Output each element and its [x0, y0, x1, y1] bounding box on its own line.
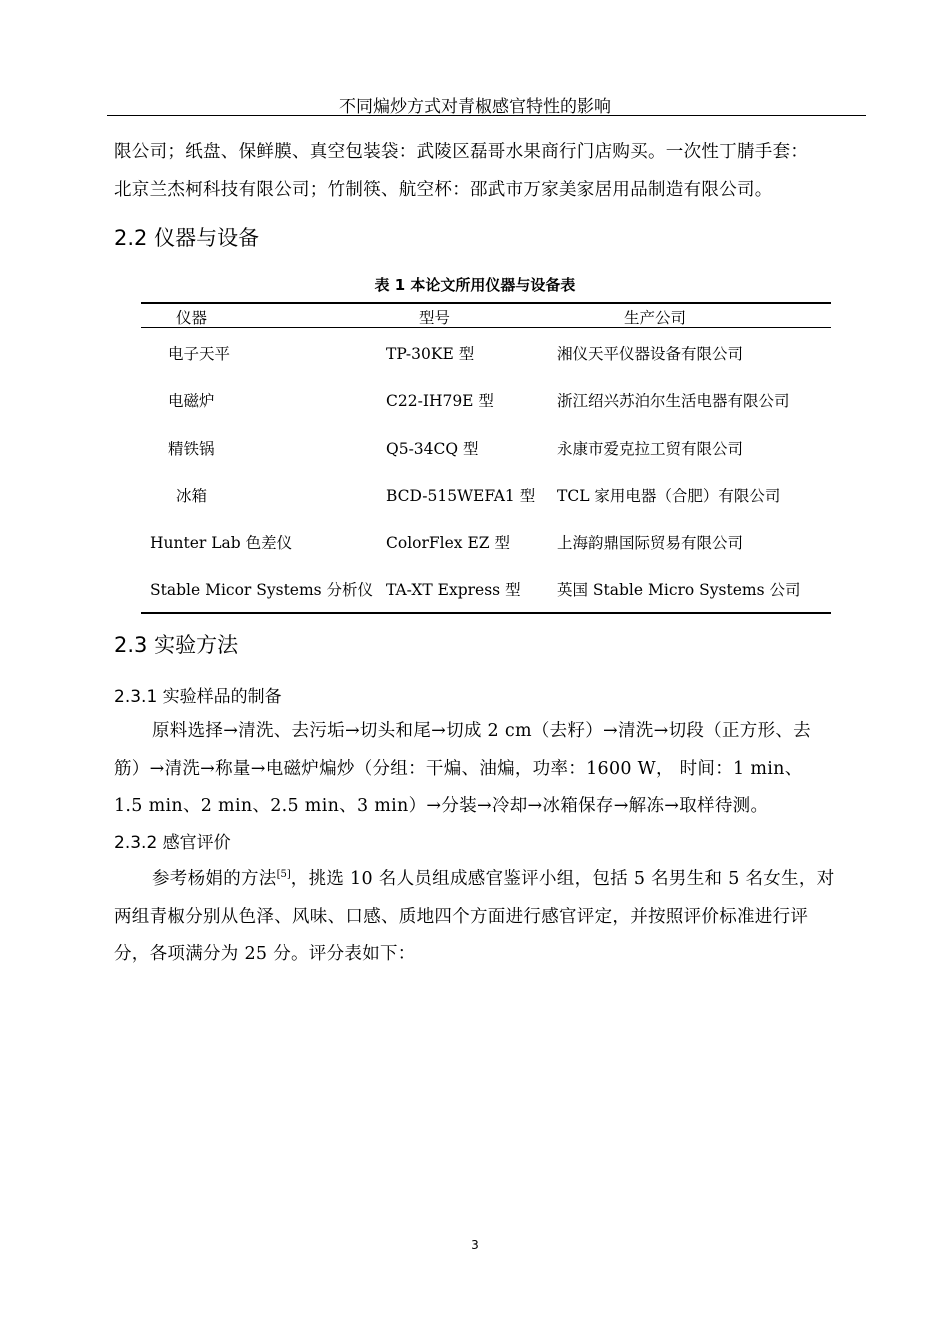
table-cell-instrument: 电子天平: [168, 345, 231, 363]
table-cell-model: TA-XT Express 型: [386, 581, 521, 599]
table-caption: 表 1 本论文所用仪器与设备表: [374, 276, 576, 294]
table-cell-company: 上海韵鼎国际贸易有限公司: [557, 534, 744, 552]
table-cell-instrument: Stable Micor Systems 分析仪: [150, 581, 374, 599]
sensory-line-1-text: 参考杨娟的方法: [152, 869, 277, 889]
table-cell-company: 英国 Stable Micro Systems 公司: [557, 581, 801, 599]
table-cell-company: 永康市爱克拉工贸有限公司: [557, 440, 744, 458]
table-header-instrument: 仪器: [176, 309, 208, 327]
section-2-2-heading: 2.2 仪器与设备: [114, 226, 260, 250]
table-cell-instrument: 冰箱: [176, 487, 208, 505]
table-cell-instrument: 精铁锅: [168, 440, 215, 458]
intro-line-1: 限公司；纸盘、保鲜膜、真空包装袋：武陵区磊哥水果商行门店购买。一次性丁腈手套：: [114, 142, 809, 162]
sensory-line-2: 两组青椒分别从色泽、风味、口感、质地四个方面进行感官评定，并按照评价标准进行评: [114, 907, 809, 927]
section-2-3-2-heading: 2.3.2 感官评价: [114, 833, 231, 853]
table-header-rule: [141, 327, 831, 328]
sensory-line-1-rest: ，挑选 10 名人员组成感官鉴评小组，包括 5 名男生和 5 名女生，对: [290, 869, 835, 889]
table-cell-instrument: 电磁炉: [168, 392, 215, 410]
table-header-company: 生产公司: [624, 309, 687, 327]
sensory-line-1: [152, 865, 835, 890]
page-number: 3: [471, 1238, 479, 1252]
table-cell-model: C22-IH79E 型: [386, 392, 494, 410]
table-cell-company: 湘仪天平仪器设备有限公司: [557, 345, 744, 363]
table-header-model: 型号: [419, 309, 451, 327]
sample-prep-line-3: 1.5 min、2 min、2.5 min、3 min）→分装→冷却→冰箱保存→解冻→取样待测。: [114, 796, 769, 816]
table-cell-instrument: Hunter Lab 色差仪: [150, 534, 293, 552]
table-cell-company: 浙江绍兴苏泊尔生活电器有限公司: [557, 392, 790, 410]
sample-prep-line-1: 原料选择→清洗、去污垢→切头和尾→切成 2 cm（去籽）→清洗→切段（正方形、去: [152, 721, 811, 741]
table-cell-company: TCL 家用电器（合肥）有限公司: [557, 487, 781, 505]
table-cell-model: BCD-515WEFA1 型: [386, 487, 536, 505]
section-2-3-heading: 2.3 实验方法: [114, 633, 239, 657]
sample-prep-line-2: 筋）→清洗→称量→电磁炉煸炒（分组：干煸、油煸，功率：1600 W， 时间：1 min、: [114, 759, 803, 779]
citation-5: [5]: [276, 869, 291, 881]
table-cell-model: TP-30KE 型: [386, 345, 475, 363]
section-2-3-1-heading: 2.3.1 实验样品的制备: [114, 687, 282, 707]
table-cell-model: Q5-34CQ 型: [386, 440, 479, 458]
sensory-line-3: 分，各项满分为 25 分。评分表如下：: [114, 944, 416, 964]
header-rule: [107, 115, 866, 116]
table-cell-model: ColorFlex EZ 型: [386, 534, 510, 552]
table-bottom-rule: [141, 612, 831, 614]
table-top-rule: [141, 302, 831, 304]
intro-line-2: 北京兰杰柯科技有限公司；竹制筷、航空杯：邵武市万家美家居用品制造有限公司。: [114, 180, 773, 200]
running-header: 不同煸炒方式对青椒感官特性的影响: [339, 97, 611, 117]
